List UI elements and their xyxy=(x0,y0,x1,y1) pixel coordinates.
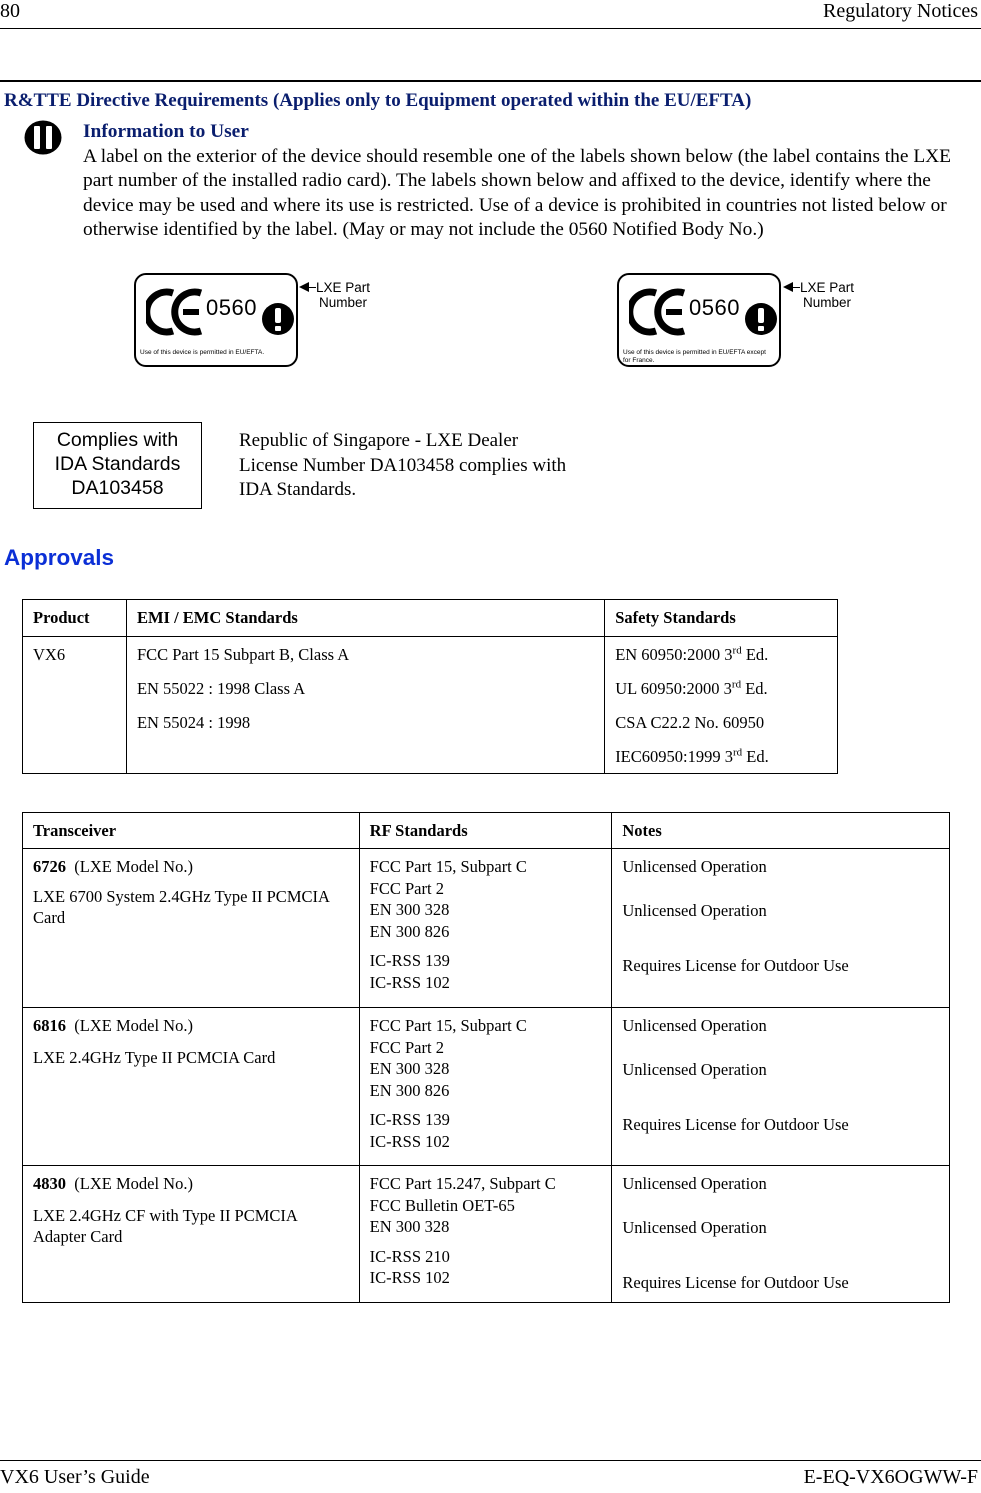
label-usage-text: Use of this device is permitted in EU/EFTA except for France. xyxy=(623,349,766,364)
ce-label-eu-efta-except-france xyxy=(617,273,781,367)
arrow-line xyxy=(790,287,800,288)
safety-standard xyxy=(615,747,827,767)
note: Requires License for Outdoor Use xyxy=(622,956,849,975)
rf-standard: EN 300 826 xyxy=(369,921,450,941)
safety-sup: rd xyxy=(732,644,742,657)
model-number: 4830 xyxy=(33,1174,66,1193)
warning-icon xyxy=(24,120,62,155)
ida-line: Complies with xyxy=(56,429,179,451)
rf-cell xyxy=(359,1166,612,1303)
safety-standard xyxy=(615,713,827,733)
note: Unlicensed Operation xyxy=(622,857,767,876)
rf-standard: IC-RSS 139 xyxy=(369,951,450,970)
product-name: VX6 xyxy=(33,645,66,664)
note: Unlicensed Operation xyxy=(622,1217,767,1237)
footer-rule xyxy=(0,1460,981,1461)
arrow-line xyxy=(306,287,316,288)
callout-line: Number xyxy=(803,295,852,310)
rf-standard: FCC Bulletin OET-65 xyxy=(369,1195,515,1215)
note: Unlicensed Operation xyxy=(622,900,767,920)
table-row xyxy=(23,637,838,774)
rf-standard: FCC Part 15, Subpart C xyxy=(369,1016,527,1035)
note: Unlicensed Operation xyxy=(622,1174,767,1193)
transceiver-cell xyxy=(23,849,360,1008)
footer-guide-title: VX6 User’s Guide xyxy=(0,1466,150,1488)
model-note: (LXE Model No.) xyxy=(66,1016,193,1035)
header-rule xyxy=(0,28,981,29)
ce-mark-icon xyxy=(146,287,208,337)
table-row xyxy=(23,1008,950,1166)
notes-cell xyxy=(612,1166,950,1303)
info-title: Information to User xyxy=(83,121,249,142)
spacer xyxy=(33,1195,349,1205)
model-description: LXE 6700 System 2.4GHz Type II PCMCIA Card xyxy=(33,886,329,927)
section-title: Regulatory Notices xyxy=(823,0,978,22)
section-rule xyxy=(0,80,981,82)
lxe-part-number-callout xyxy=(800,280,854,310)
transceiver-table xyxy=(22,812,950,1303)
model-note: (LXE Model No.) xyxy=(66,857,193,876)
safety-standard xyxy=(615,679,827,699)
safety-after: Ed. xyxy=(741,645,769,664)
table-row xyxy=(23,849,950,1008)
rf-standard: FCC Part 15.247, Subpart C xyxy=(369,1174,556,1193)
model-number: 6726 xyxy=(33,857,66,876)
safety-text: EN 60950:2000 3 xyxy=(615,645,733,664)
safety-cell xyxy=(605,637,838,774)
ce-mark-icon xyxy=(629,287,691,337)
safety-after: Ed. xyxy=(741,679,768,698)
note: Requires License for Outdoor Use xyxy=(622,1115,849,1134)
rtte-heading: R&TTE Directive Requirements (Applies only to Equipment operated within the EU/EFTA) xyxy=(4,90,752,111)
safety-text: IEC60950:1999 3 xyxy=(615,747,733,766)
emi-cell xyxy=(126,637,604,774)
note: Requires License for Outdoor Use xyxy=(622,1273,849,1292)
column-header: Notes xyxy=(612,813,950,849)
note: Unlicensed Operation xyxy=(622,1059,767,1079)
safety-text: UL 60950:2000 3 xyxy=(615,679,732,698)
safety-text: CSA C22.2 No. 60950 xyxy=(615,713,765,732)
callout-line: LXE Part xyxy=(800,280,855,295)
table-row xyxy=(23,1166,950,1303)
callout-line: LXE Part xyxy=(316,280,371,295)
model-note: (LXE Model No.) xyxy=(66,1174,193,1193)
safety-after: Ed. xyxy=(742,747,769,766)
notified-body-number: 0560 xyxy=(689,295,740,320)
label-usage-text: Use of this device is permitted in EU/EFTA. xyxy=(140,349,265,356)
column-header: Safety Standards xyxy=(605,600,838,637)
ida-compliance-box xyxy=(33,422,202,509)
product-cell xyxy=(23,637,127,774)
rf-standard: IC-RSS 139 xyxy=(369,1110,450,1129)
callout-line: Number xyxy=(319,295,368,310)
lxe-part-number-callout xyxy=(316,280,370,310)
safety-standard xyxy=(615,645,827,665)
column-header: Transceiver xyxy=(23,813,360,849)
notes-cell xyxy=(612,1008,950,1166)
column-header: EMI / EMC Standards xyxy=(126,600,604,637)
alert-icon xyxy=(262,303,294,335)
transceiver-cell xyxy=(23,1166,360,1303)
transceiver-cell xyxy=(23,1008,360,1166)
info-body: A label on the exterior of the device should resemble one of the labels shown below (the label contains the LXE part number of the installed radio card). The labels shown below and affixed to the device, identify where the device may be used and where its use is restricted. Use of a device is prohibited in countries not listed below or otherwise identified by the label. (May or may not include the 0560 Notified Body No.) xyxy=(83,145,952,241)
rf-cell xyxy=(359,849,612,1008)
footer-document-id: E-EQ-VX6OGWW-F xyxy=(803,1466,978,1488)
spacer xyxy=(33,1037,349,1047)
rf-standard: IC-RSS 102 xyxy=(369,1131,450,1151)
rf-standard: IC-RSS 210 xyxy=(369,1246,450,1266)
rf-standard: EN 300 826 xyxy=(369,1080,450,1100)
information-to-user xyxy=(83,120,973,243)
rf-standard: FCC Part 2 xyxy=(369,1037,444,1057)
column-header: RF Standards xyxy=(359,813,612,849)
model-line xyxy=(33,1173,349,1195)
safety-sup: rd xyxy=(731,678,742,691)
model-line xyxy=(33,1015,349,1037)
notes-cell xyxy=(612,849,950,1008)
rf-standard: FCC Part 2 xyxy=(369,878,444,898)
rf-standard: EN 300 328 xyxy=(369,1217,450,1236)
model-number: 6816 xyxy=(33,1016,66,1035)
rf-cell xyxy=(359,1008,612,1166)
rf-standard: EN 300 328 xyxy=(369,1059,450,1078)
approvals-standards-table xyxy=(22,599,838,774)
emi-standard: FCC Part 15 Subpart B, Class A xyxy=(136,645,350,664)
ida-line: IDA Standards xyxy=(54,453,181,475)
spacer xyxy=(370,1101,602,1109)
emi-standard: EN 55022 : 1998 Class A xyxy=(136,679,306,698)
rf-standard: IC-RSS 102 xyxy=(369,972,450,992)
model-line xyxy=(33,856,349,878)
rf-standard: FCC Part 15, Subpart C xyxy=(369,857,527,876)
emi-standard: EN 55024 : 1998 xyxy=(136,713,251,732)
rf-standard: EN 300 328 xyxy=(369,900,450,919)
rf-standard: IC-RSS 102 xyxy=(369,1268,450,1287)
ida-line: DA103458 xyxy=(71,477,164,499)
column-header: Product xyxy=(23,600,127,637)
model-description: LXE 2.4GHz Type II PCMCIA Card xyxy=(33,1047,276,1067)
ce-label-eu-efta xyxy=(134,273,298,367)
singapore-notice: Republic of Singapore - LXE Dealer License Number DA103458 complies with IDA Standards. xyxy=(239,430,567,500)
page-number: 80 xyxy=(0,0,20,22)
spacer xyxy=(370,1238,602,1246)
alert-icon xyxy=(745,303,777,335)
approvals-heading: Approvals xyxy=(4,545,115,570)
note: Unlicensed Operation xyxy=(622,1016,767,1035)
spacer xyxy=(33,878,349,886)
safety-sup: rd xyxy=(732,746,743,759)
spacer xyxy=(370,942,602,950)
model-description: LXE 2.4GHz CF with Type II PCMCIA Adapter Card xyxy=(33,1205,297,1246)
notified-body-number: 0560 xyxy=(206,295,257,320)
